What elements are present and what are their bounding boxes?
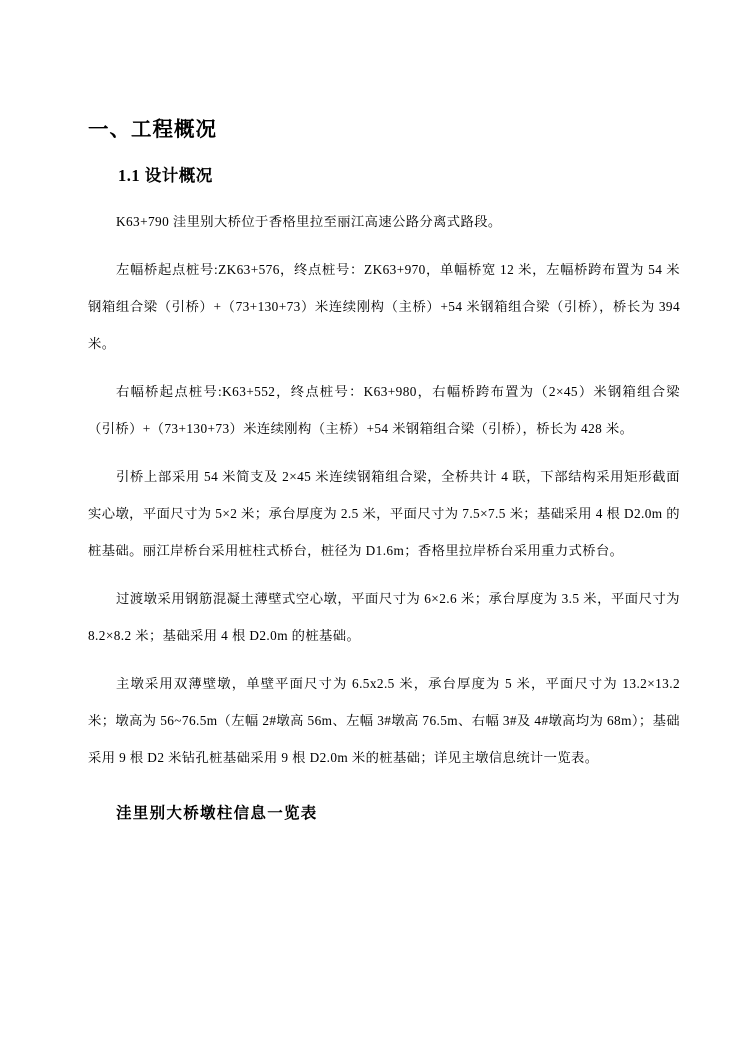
page-content — [88, 0, 680, 825]
table-caption: 洼里别大桥墩柱信息一览表 — [116, 805, 318, 823]
section-heading-1: 一、工程概况 — [88, 119, 217, 141]
paragraph-approach-bridge-structure: 引桥上部采用 54 米简支及 2×45 米连续钢箱组合梁，全桥共计 4 联，下部结构采用矩形截面实心墩，平面尺寸为 5×2 米；承台厚度为 2.5 米，平面尺寸为 7.5×7.5 米；基础采用 4 根 D2.0m 的桩基础。丽江岸桥台采用桩柱式桥台，桩径为 D1.6m；香格里拉岸桥台采用重力式桥台。 — [88, 469, 680, 559]
paragraph-transition-pier: 过渡墩采用钢筋混凝土薄壁式空心墩，平面尺寸为 6×2.6 米；承台厚度为 3.5 米，平面尺寸为 8.2×8.2 米；基础采用 4 根 D2.0m 的桩基础。 — [88, 591, 680, 644]
paragraph-main-pier: 主墩采用双薄壁墩，单壁平面尺寸为 6.5x2.5 米，承台厚度为 5 米，平面尺寸为 13.2×13.2 米；墩高为 56~76.5m（左幅 2#墩高 56m、左幅 3#墩高 76.5m、右幅 3#及 4#墩高均为 68m）；基础采用 9 根 D2 米钻孔桩基础采用 9 根 D2.0m 米的桩基础；详见主墩信息统计一览表。 — [88, 676, 680, 766]
section-heading-1-1: 1.1 设计概况 — [118, 165, 213, 185]
paragraph-right-bridge-layout: 右幅桥起点桩号:K63+552，终点桩号：K63+980，右幅桥跨布置为（2×45）米钢箱组合梁（引桥）+（73+130+73）米连续刚构（主桥）+54 米钢箱组合梁（引桥），桥长为 428 米。 — [88, 384, 680, 437]
paragraph-bridge-location: K63+790 洼里别大桥位于香格里拉至丽江高速公路分离式路段。 — [116, 214, 502, 230]
paragraph-left-bridge-layout: 左幅桥起点桩号:ZK63+576，终点桩号：ZK63+970，单幅桥宽 12 米，左幅桥跨布置为 54 米钢箱组合梁（引桥）+（73+130+73）米连续刚构（主桥）+54 米钢箱组合梁（引桥），桥长为 394 米。 — [88, 262, 680, 352]
